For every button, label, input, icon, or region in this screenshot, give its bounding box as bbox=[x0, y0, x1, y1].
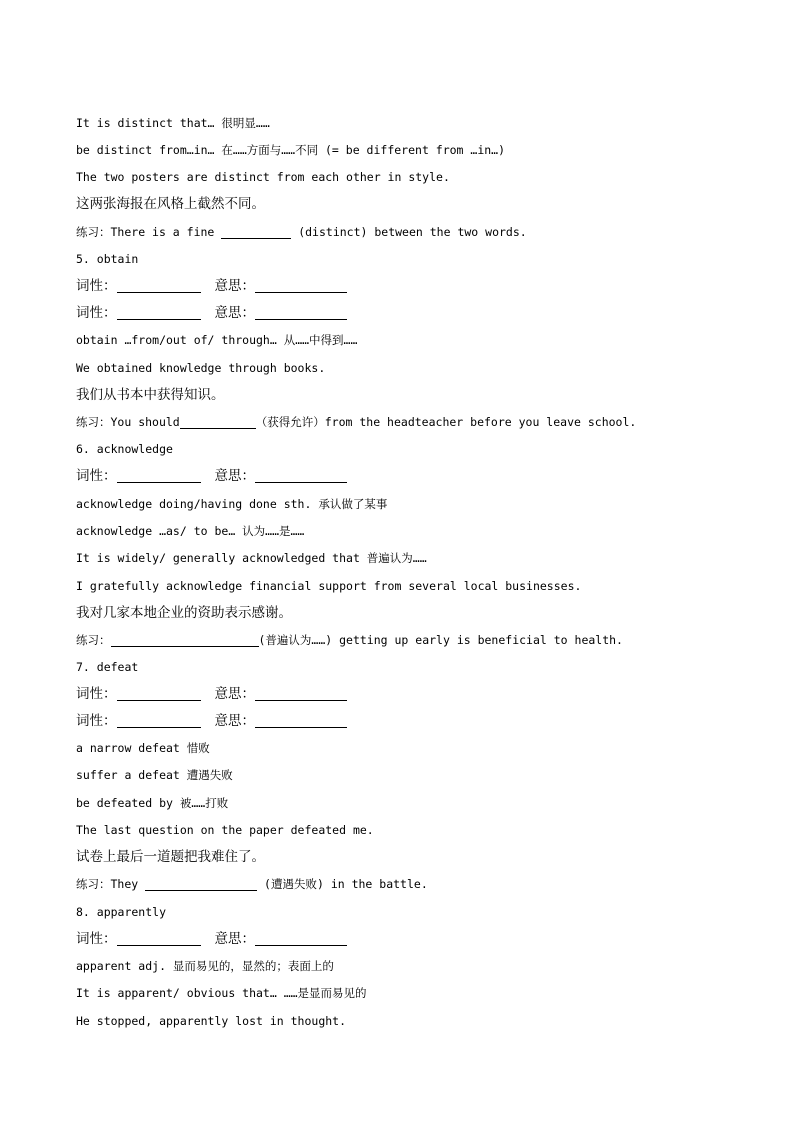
pos-label: 词性： bbox=[76, 686, 117, 702]
defeat-exercise bbox=[76, 871, 754, 898]
pos-label: 词性： bbox=[76, 468, 117, 484]
obtain-example-en: We obtained knowledge through books. bbox=[76, 361, 326, 375]
distinct-example-en: The two posters are distinct from each other in style. bbox=[76, 170, 450, 184]
pos-label: 词性： bbox=[76, 931, 117, 947]
meaning-blank[interactable] bbox=[255, 278, 347, 293]
meaning-label: 意思： bbox=[214, 713, 255, 729]
answer-blank[interactable] bbox=[111, 632, 259, 647]
apparently-phrase-1: apparent adj. 显而易见的，显然的；表面上的 bbox=[76, 959, 334, 973]
acknowledge-pos-row bbox=[76, 463, 754, 490]
defeat-example-cn: 试卷上最后一道题把我难住了。 bbox=[76, 849, 265, 865]
pos-blank[interactable] bbox=[117, 278, 201, 293]
acknowledge-example-cn: 我对几家本地企业的资助表示感谢。 bbox=[76, 605, 292, 621]
exercise-suffix: (遭遇失败) in the battle. bbox=[257, 877, 428, 891]
obtain-exercise bbox=[76, 409, 754, 436]
defeat-pos-row-1 bbox=[76, 681, 754, 708]
obtain-example-cn: 我们从书本中获得知识。 bbox=[76, 387, 225, 403]
apparently-phrase-2: It is apparent/ obvious that… ……是显而易见的 bbox=[76, 986, 367, 1000]
apparently-pos-row bbox=[76, 926, 754, 953]
answer-blank[interactable] bbox=[180, 414, 256, 429]
acknowledge-exercise bbox=[76, 627, 754, 654]
section-heading-defeat: 7. defeat bbox=[76, 660, 139, 674]
pos-blank[interactable] bbox=[117, 713, 201, 728]
pos-label: 词性： bbox=[76, 305, 117, 321]
meaning-blank[interactable] bbox=[255, 468, 347, 483]
exercise-prefix: 练习：They bbox=[76, 877, 146, 891]
acknowledge-phrase-3: It is widely/ generally acknowledged that 普遍认为…… bbox=[76, 551, 427, 565]
obtain-pos-row-2 bbox=[76, 300, 754, 327]
distinct-exercise bbox=[76, 219, 754, 246]
distinct-example-cn: 这两张海报在风格上截然不同。 bbox=[76, 196, 265, 212]
meaning-blank[interactable] bbox=[255, 713, 347, 728]
meaning-blank[interactable] bbox=[255, 686, 347, 701]
exercise-prefix: 练习： bbox=[76, 633, 111, 647]
meaning-blank[interactable] bbox=[255, 305, 347, 320]
section-heading-apparently: 8. apparently bbox=[76, 905, 167, 919]
pos-label: 词性： bbox=[76, 278, 117, 294]
section-heading-obtain: 5. obtain bbox=[76, 252, 139, 266]
defeat-pos-row-2 bbox=[76, 708, 754, 735]
exercise-suffix: (distinct) between the two words. bbox=[291, 225, 527, 239]
apparently-example-en: He stopped, apparently lost in thought. bbox=[76, 1014, 347, 1028]
obtain-phrase: obtain …from/out of/ through… 从……中得到…… bbox=[76, 333, 358, 347]
defeat-phrase-3: be defeated by 被……打败 bbox=[76, 796, 229, 810]
meaning-label: 意思： bbox=[214, 931, 255, 947]
acknowledge-phrase-2: acknowledge …as/ to be… 认为……是…… bbox=[76, 524, 305, 538]
exercise-prefix: 练习：There is a fine bbox=[76, 225, 222, 239]
pos-label: 词性： bbox=[76, 713, 117, 729]
acknowledge-example-en: I gratefully acknowledge financial support from several local businesses. bbox=[76, 579, 582, 593]
defeat-example-en: The last question on the paper defeated me. bbox=[76, 823, 374, 837]
obtain-pos-row-1 bbox=[76, 273, 754, 300]
answer-blank[interactable] bbox=[145, 876, 257, 891]
pos-blank[interactable] bbox=[117, 686, 201, 701]
meaning-label: 意思： bbox=[214, 305, 255, 321]
acknowledge-phrase-1: acknowledge doing/having done sth. 承认做了某事 bbox=[76, 497, 388, 511]
answer-blank[interactable] bbox=[221, 224, 291, 239]
exercise-prefix: 练习：You should bbox=[76, 415, 180, 429]
meaning-label: 意思： bbox=[214, 468, 255, 484]
exercise-suffix: (普遍认为……) getting up early is beneficial to health. bbox=[258, 633, 623, 647]
defeat-phrase-2: suffer a defeat 遭遇失败 bbox=[76, 768, 233, 782]
pos-blank[interactable] bbox=[117, 931, 201, 946]
defeat-phrase-1: a narrow defeat 惜败 bbox=[76, 741, 210, 755]
meaning-label: 意思： bbox=[214, 686, 255, 702]
meaning-blank[interactable] bbox=[255, 931, 347, 946]
distinct-phrase-1: It is distinct that… 很明显…… bbox=[76, 116, 270, 130]
pos-blank[interactable] bbox=[117, 305, 201, 320]
meaning-label: 意思： bbox=[214, 278, 255, 294]
section-heading-acknowledge: 6. acknowledge bbox=[76, 442, 173, 456]
exercise-suffix: （获得允许）from the headteacher before you leave school. bbox=[255, 415, 637, 429]
distinct-phrase-2: be distinct from…in… 在……方面与……不同 (= be different from …in…) bbox=[76, 143, 506, 157]
pos-blank[interactable] bbox=[117, 468, 201, 483]
